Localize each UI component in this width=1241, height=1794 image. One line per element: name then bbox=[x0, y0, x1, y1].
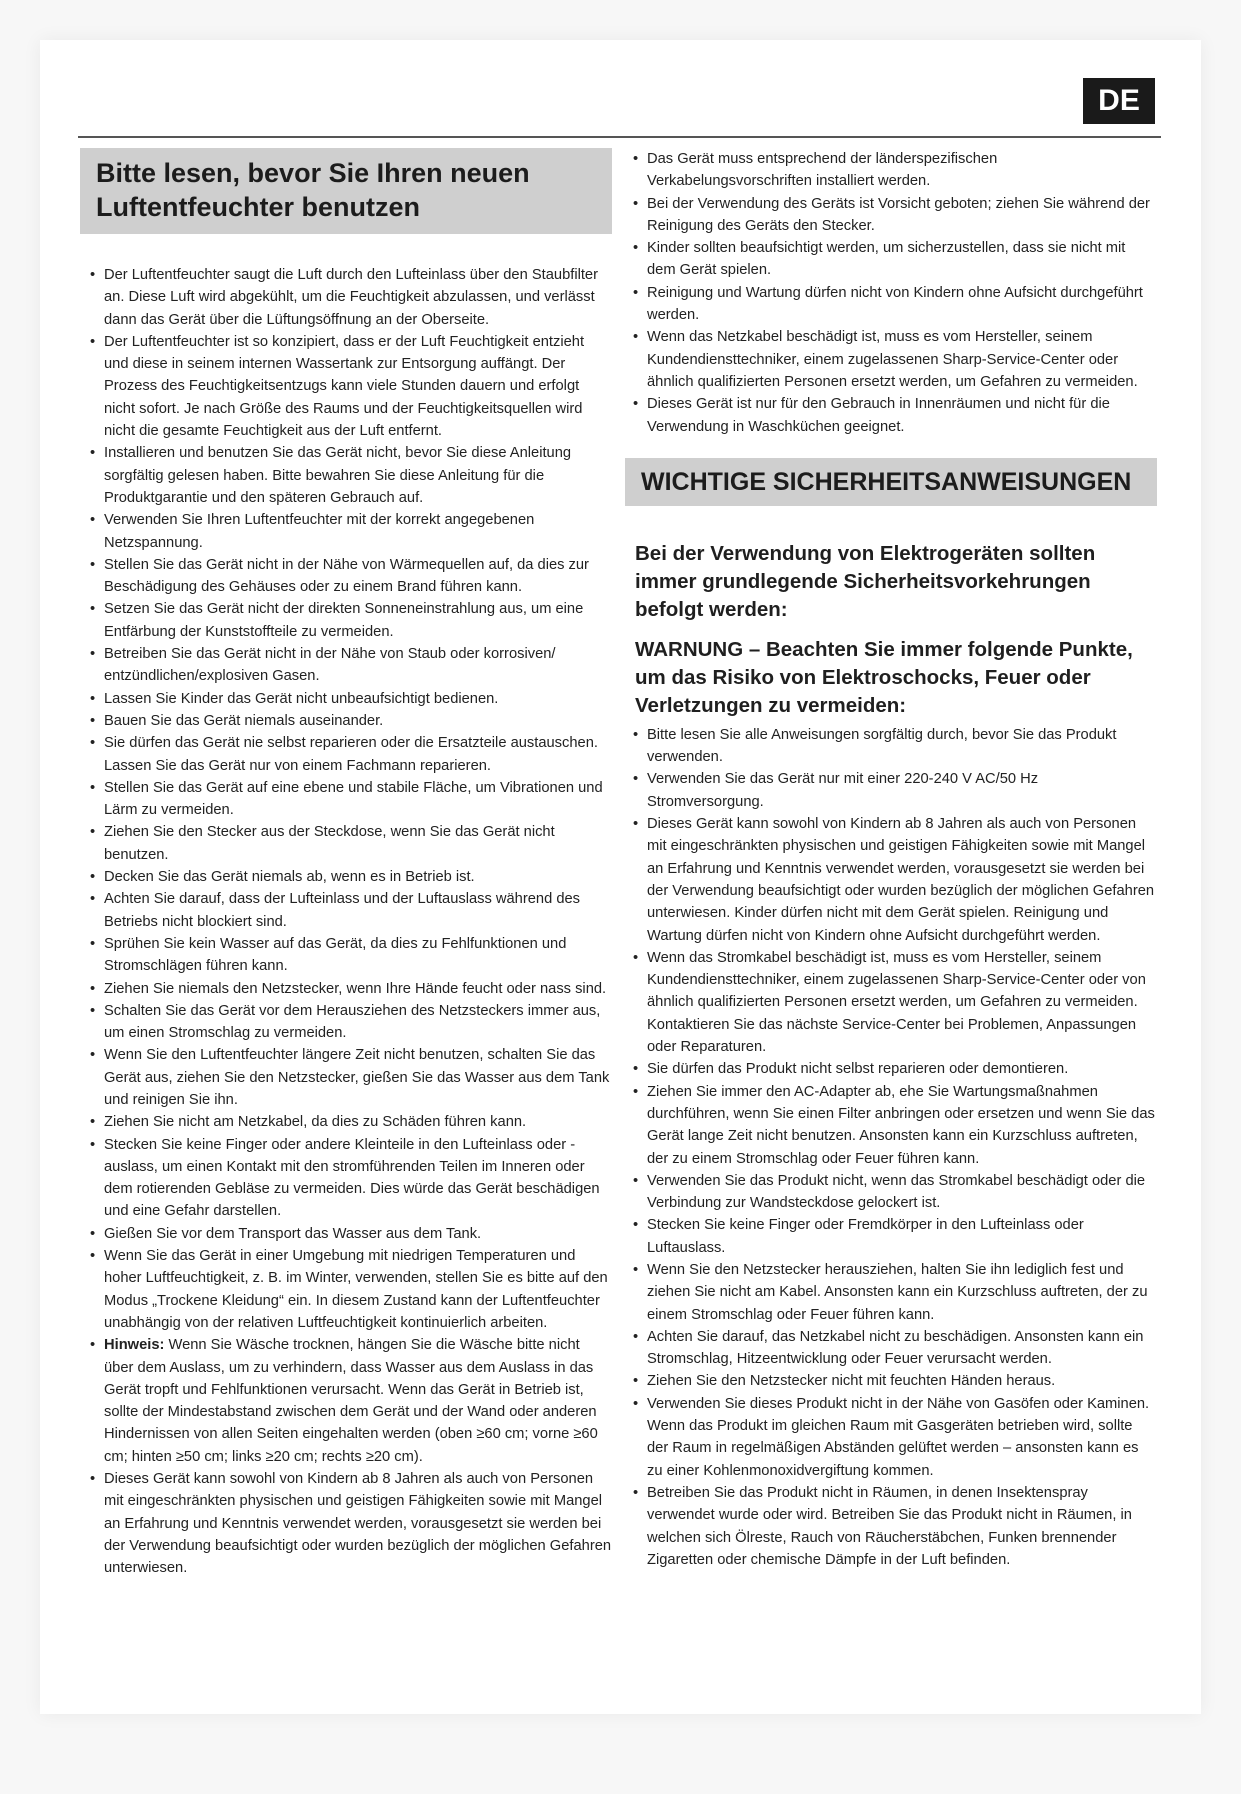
list-item: • Stecken Sie keine Finger oder andere Kleinteile in den Lufteinlass oder -auslass, um einen Kontakt mit den stromführenden Teilen im Inneren oder dem rotierenden Gebläse zu vermeiden. Dies würde das Gerät beschädigen und eine Gefahr darstellen. bbox=[86, 1134, 612, 1223]
manual-page bbox=[40, 40, 1201, 1714]
list-item: • Betreiben Sie das Gerät nicht in der Nähe von Staub oder korrosiven/ entzündlichen/explosiven Gasen. bbox=[86, 643, 612, 688]
installation-list bbox=[625, 148, 1157, 438]
language-badge: DE bbox=[1083, 78, 1155, 124]
list-item: • Dieses Gerät kann sowohl von Kindern ab 8 Jahren als auch von Personen mit eingeschränkten physischen und geistigen Fähigkeiten sowie mit Mangel an Erfahrung und Kenntnis verwendet werden, vorausgesetzt sie werden bei der Verwendung beaufsichtigt oder wurden bezüglich der möglichen Gefahren unterwiesen. Kinder dürfen nicht mit dem Gerät spielen. Reinigung und Wartung dürfen nicht von Kindern ohne Aufsicht durchgeführt werden. bbox=[629, 813, 1157, 947]
warning-heading: WARNUNG – Beachten Sie immer folgende Punkte, um das Risiko von Elektroschocks, Feuer oder Verletzungen zu vermeiden: bbox=[635, 637, 1133, 717]
list-item: • Sie dürfen das Produkt nicht selbst reparieren oder demontieren. bbox=[629, 1058, 1157, 1080]
list-item: • Verwenden Sie das Gerät nur mit einer 220-240 V AC/50 Hz Stromversorgung. bbox=[629, 768, 1157, 813]
list-item: • Bitte lesen Sie alle Anweisungen sorgfältig durch, bevor Sie das Produkt verwenden. bbox=[629, 724, 1157, 769]
list-item: • Achten Sie darauf, das Netzkabel nicht zu beschädigen. Ansonsten kann ein Stromschlag, Hitzeentwicklung oder Feuer verursacht werden. bbox=[629, 1326, 1157, 1371]
hint-label: Hinweis: bbox=[104, 1337, 165, 1354]
list-item: • Der Luftentfeuchter ist so konzipiert, dass er der Luft Feuchtigkeit entzieht und diese in seinem internen Wassertank zur Entsorgung auffängt. Der Prozess des Feuchtigkeitsentzugs kann viele Stunden dauern und erfolgt nicht sofort. Je nach Größe des Raums und der Feuchtigkeitsquellen wird nicht die gesamte Feuchtigkeit aus der Luft entfernt. bbox=[86, 331, 612, 442]
list-item: • Ziehen Sie niemals den Netzstecker, wenn Ihre Hände feucht oder nass sind. bbox=[86, 978, 612, 1000]
read-first-list bbox=[80, 264, 612, 1580]
list-item: • Achten Sie darauf, dass der Lufteinlass und der Luftauslass während des Betriebs nicht blockiert sind. bbox=[86, 888, 612, 933]
list-item: • Dieses Gerät ist nur für den Gebrauch in Innenräumen und nicht für die Verwendung in Waschküchen geeignet. bbox=[629, 393, 1157, 438]
hint-text: Wenn Sie Wäsche trocknen, hängen Sie die Wäsche bitte nicht über dem Auslass, um zu verhindern, dass Wasser aus dem Auslass in das Gerät tropft und Fehlfunktionen verursacht. Wenn das Gerät in Betrieb ist, sollte der Mindestabstand zwischen dem Gerät und der Wand oder anderen Hindernissen von allen Seiten eingehalten werden (oben ≥60 cm; vorne ≥60 cm; hinten ≥50 cm; links ≥20 cm; rechts ≥20 cm). bbox=[104, 1337, 598, 1465]
list-item: • Wenn Sie den Luftentfeuchter längere Zeit nicht benutzen, schalten Sie das Gerät aus, ziehen Sie den Netzstecker, gießen Sie das Wasser aus dem Tank und reinigen Sie ihn. bbox=[86, 1044, 612, 1111]
left-column bbox=[80, 148, 612, 1580]
list-item: • Ziehen Sie den Stecker aus der Steckdose, wenn Sie das Gerät nicht benutzen. bbox=[86, 821, 612, 866]
list-item: • Sprühen Sie kein Wasser auf das Gerät, da dies zu Fehlfunktionen und Stromschlägen führen kann. bbox=[86, 933, 612, 978]
list-item: • Setzen Sie das Gerät nicht der direkten Sonneneinstrahlung aus, um eine Entfärbung der Kunststoffteile zu vermeiden. bbox=[86, 598, 612, 643]
list-item: • Wenn das Netzkabel beschädigt ist, muss es vom Hersteller, seinem Kundendiensttechniker, einem zugelassenen Sharp-Service-Center oder ähnlich qualifizierten Personen ersetzt werden, um Gefahren zu vermeiden. bbox=[629, 326, 1157, 393]
header-rule bbox=[78, 136, 1161, 138]
list-item: • Wenn das Stromkabel beschädigt ist, muss es vom Hersteller, seinem Kundendiensttechniker, einem zugelassenen Sharp-Service-Center oder von ähnlich qualifizierten Personen ersetzt werden, um Gefahren zu vermeiden. Kontaktieren Sie das nächste Service-Center bei Problemen, Anpassungen oder Reparaturen. bbox=[629, 947, 1157, 1058]
list-item: • Kinder sollten beaufsichtigt werden, um sicherzustellen, dass sie nicht mit dem Gerät spielen. bbox=[629, 237, 1157, 282]
warning-list bbox=[625, 724, 1157, 1571]
list-item: • Ziehen Sie immer den AC-Adapter ab, ehe Sie Wartungsmaßnahmen durchführen, wenn Sie einen Filter anbringen oder ersetzen und wenn Sie das Gerät lange Zeit nicht benutzen. Ansonsten kann ein Kurzschluss auftreten, der zu einem Stromschlag oder Feuer führen kann. bbox=[629, 1081, 1157, 1170]
section-heading-safety: WICHTIGE SICHERHEITSANWEISUNGEN bbox=[625, 458, 1157, 506]
list-item: • Das Gerät muss entsprechend der länderspezifischen Verkabelungsvorschriften installiert werden. bbox=[629, 148, 1157, 193]
list-item: • Wenn Sie den Netzstecker herausziehen, halten Sie ihn lediglich fest und ziehen Sie nicht am Kabel. Ansonsten kann ein Kurzschluss auftreten, der zu einem Stromschlag oder Feuer führen kann. bbox=[629, 1259, 1157, 1326]
list-item: • Dieses Gerät kann sowohl von Kindern ab 8 Jahren als auch von Personen mit eingeschränkten physischen und geistigen Fähigkeiten sowie mit Mangel an Erfahrung und Kenntnis verwendet werden, vorausgesetzt sie werden bei der Verwendung beaufsichtigt oder wurden bezüglich der möglichen Gefahren unterwiesen. bbox=[86, 1468, 612, 1579]
list-item: • Bei der Verwendung des Geräts ist Vorsicht geboten; ziehen Sie während der Reinigung des Geräts den Stecker. bbox=[629, 193, 1157, 238]
list-item: • Betreiben Sie das Produkt nicht in Räumen, in denen Insektenspray verwendet wurde oder wird. Betreiben Sie das Produkt nicht in Räumen, in welchen sich Ölreste, Rauch von Räucherstäbchen, Funken brennender Zigaretten oder chemische Dämpfe in der Luft befinden. bbox=[629, 1482, 1157, 1571]
list-item: • Verwenden Sie dieses Produkt nicht in der Nähe von Gasöfen oder Kaminen. Wenn das Produkt im gleichen Raum mit Gasgeräten betrieben wird, sollte der Raum in regelmäßigen Abständen gelüftet werden – ansonsten kann es zu einer Kohlenmonoxidvergiftung kommen. bbox=[629, 1393, 1157, 1482]
list-item: • Ziehen Sie den Netzstecker nicht mit feuchten Händen heraus. bbox=[629, 1370, 1157, 1392]
right-column bbox=[625, 148, 1157, 1571]
list-item: • Installieren und benutzen Sie das Gerät nicht, bevor Sie diese Anleitung sorgfältig gelesen haben. Bitte bewahren Sie diese Anleitung für die Produktgarantie und den späteren Gebrauch auf. bbox=[86, 442, 612, 509]
list-item: • Wenn Sie das Gerät in einer Umgebung mit niedrigen Temperaturen und hoher Luftfeuchtigkeit, z. B. im Winter, verwenden, stellen Sie es bitte auf den Modus „Trockene Kleidung“ ein. In diesem Zustand kann der Luftentfeuchter unabhängig von der relativen Luftfeuchtigkeit kontinuierlich arbeiten. bbox=[86, 1245, 612, 1334]
hint-list-item bbox=[86, 1334, 612, 1468]
list-item: • Stecken Sie keine Finger oder Fremdkörper in den Lufteinlass oder Luftauslass. bbox=[629, 1214, 1157, 1259]
list-item: • Ziehen Sie nicht am Netzkabel, da dies zu Schäden führen kann. bbox=[86, 1111, 612, 1133]
list-item: • Bauen Sie das Gerät niemals auseinander. bbox=[86, 710, 612, 732]
list-item: • Verwenden Sie Ihren Luftentfeuchter mit der korrekt angegebenen Netzspannung. bbox=[86, 509, 612, 554]
section-heading-read-first: Bitte lesen, bevor Sie Ihren neuen Luftentfeuchter benutzen bbox=[80, 148, 612, 234]
list-item: • Schalten Sie das Gerät vor dem Herausziehen des Netzsteckers immer aus, um einen Stromschlag zu vermeiden. bbox=[86, 1000, 612, 1045]
list-item: • Sie dürfen das Gerät nie selbst reparieren oder die Ersatzteile austauschen. Lassen Sie das Gerät nur von einem Fachmann reparieren. bbox=[86, 732, 612, 777]
list-item: • Verwenden Sie das Produkt nicht, wenn das Stromkabel beschädigt oder die Verbindung zur Wandsteckdose gelockert ist. bbox=[629, 1170, 1157, 1215]
list-item: • Decken Sie das Gerät niemals ab, wenn es in Betrieb ist. bbox=[86, 866, 612, 888]
list-item: • Stellen Sie das Gerät nicht in der Nähe von Wärmequellen auf, da dies zur Beschädigung des Gehäuses oder zu einem Brand führen kann. bbox=[86, 554, 612, 599]
list-item: • Der Luftentfeuchter saugt die Luft durch den Lufteinlass über den Staubfilter an. Diese Luft wird abgekühlt, um die Feuchtigkeit abzulassen, und verlässt dann das Gerät über die Lüftungsöffnung an der Oberseite. bbox=[86, 264, 612, 331]
list-item: • Reinigung und Wartung dürfen nicht von Kindern ohne Aufsicht durchgeführt werden. bbox=[629, 282, 1157, 327]
list-item: • Stellen Sie das Gerät auf eine ebene und stabile Fläche, um Vibrationen und Lärm zu vermeiden. bbox=[86, 777, 612, 822]
safety-intro-heading: Bei der Verwendung von Elektrogeräten sollten immer grundlegende Sicherheitsvorkehrungen befolgt werden: bbox=[635, 541, 1096, 621]
list-item: • Lassen Sie Kinder das Gerät nicht unbeaufsichtigt bedienen. bbox=[86, 688, 612, 710]
list-item: • Gießen Sie vor dem Transport das Wasser aus dem Tank. bbox=[86, 1223, 612, 1245]
